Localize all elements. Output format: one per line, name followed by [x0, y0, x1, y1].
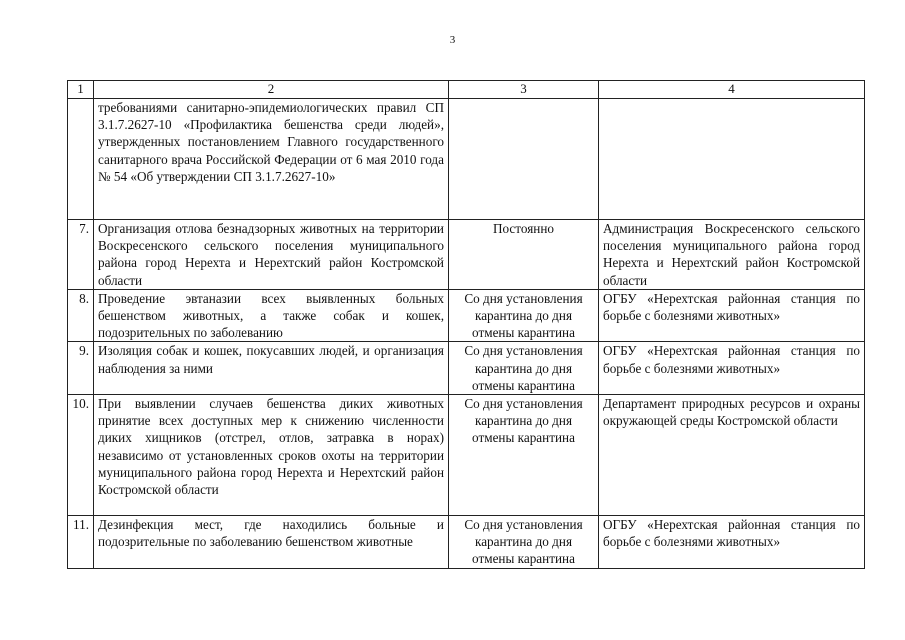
table-header-row: [68, 81, 865, 99]
column-header-1: 1: [68, 81, 94, 99]
row-number: 8.: [68, 289, 94, 342]
column-header-4: 4: [599, 81, 865, 99]
measure-term: Со дня установления карантина до дня отмены карантина: [449, 342, 599, 395]
measure-description: При выявлении случаев бешенства диких животных принятие всех доступных мер к снижению численности диких хищников (отстрел, отлов, затравка в норах) независимо от установленных сроков охоты на территории муниципального района город Нерехта и Нерехтский район Костромской области: [94, 395, 449, 516]
table-row: [68, 342, 865, 395]
row-number: [68, 99, 94, 220]
table-row: [68, 289, 865, 342]
table-row: [68, 99, 865, 220]
responsible-party: Администрация Воскресенского сельского поселения муниципального района город Нерехта и Нерехтский район Костромской области: [599, 220, 865, 290]
page-number: 3: [449, 34, 456, 46]
table-row: [68, 220, 865, 290]
table-row: [68, 395, 865, 516]
measure-term: Со дня установления карантина до дня отмены карантина: [449, 395, 599, 516]
measure-term: Постоянно: [449, 220, 599, 290]
responsible-party: Департамент природных ресурсов и охраны окружающей среды Костромской области: [599, 395, 865, 516]
column-header-2: 2: [94, 81, 449, 99]
responsible-party: ОГБУ «Нерехтская районная станция по борьбе с болезнями животных»: [599, 342, 865, 395]
responsible-party: ОГБУ «Нерехтская районная станция по борьбе с болезнями животных»: [599, 289, 865, 342]
row-number: 10.: [68, 395, 94, 516]
row-number: 9.: [68, 342, 94, 395]
measure-description: Проведение эвтаназии всех выявленных больных бешенством животных, а также собак и кошек, подозрительных по заболеванию: [94, 289, 449, 342]
table-row: [68, 516, 865, 569]
measure-term: Со дня установления карантина до дня отмены карантина: [449, 516, 599, 569]
measure-description: Дезинфекция мест, где находились больные и подозрительные по заболеванию бешенством животные: [94, 516, 449, 569]
row-number: 7.: [68, 220, 94, 290]
measure-description: Изоляция собак и кошек, покусавших людей, и организация наблюдения за ними: [94, 342, 449, 395]
measure-description: Организация отлова безнадзорных животных на территории Воскресенского сельского поселения муниципального района город Нерехта и Нерехтский район Костромской области: [94, 220, 449, 290]
measure-description: требованиями санитарно-эпидемиологических правил СП 3.1.7.2627-10 «Профилактика бешенства среди людей», утвержденных постановлением Главного государственного санитарного врача Российской Федерации от 6 мая 2010 года № 54 «Об утверждении СП 3.1.7.2627-10»: [94, 99, 449, 220]
measures-table: [67, 80, 865, 569]
measure-term: Со дня установления карантина до дня отмены карантина: [449, 289, 599, 342]
responsible-party: ОГБУ «Нерехтская районная станция по борьбе с болезнями животных»: [599, 516, 865, 569]
measure-term: [449, 99, 599, 220]
column-header-3: 3: [449, 81, 599, 99]
row-number: 11.: [68, 516, 94, 569]
responsible-party: [599, 99, 865, 220]
